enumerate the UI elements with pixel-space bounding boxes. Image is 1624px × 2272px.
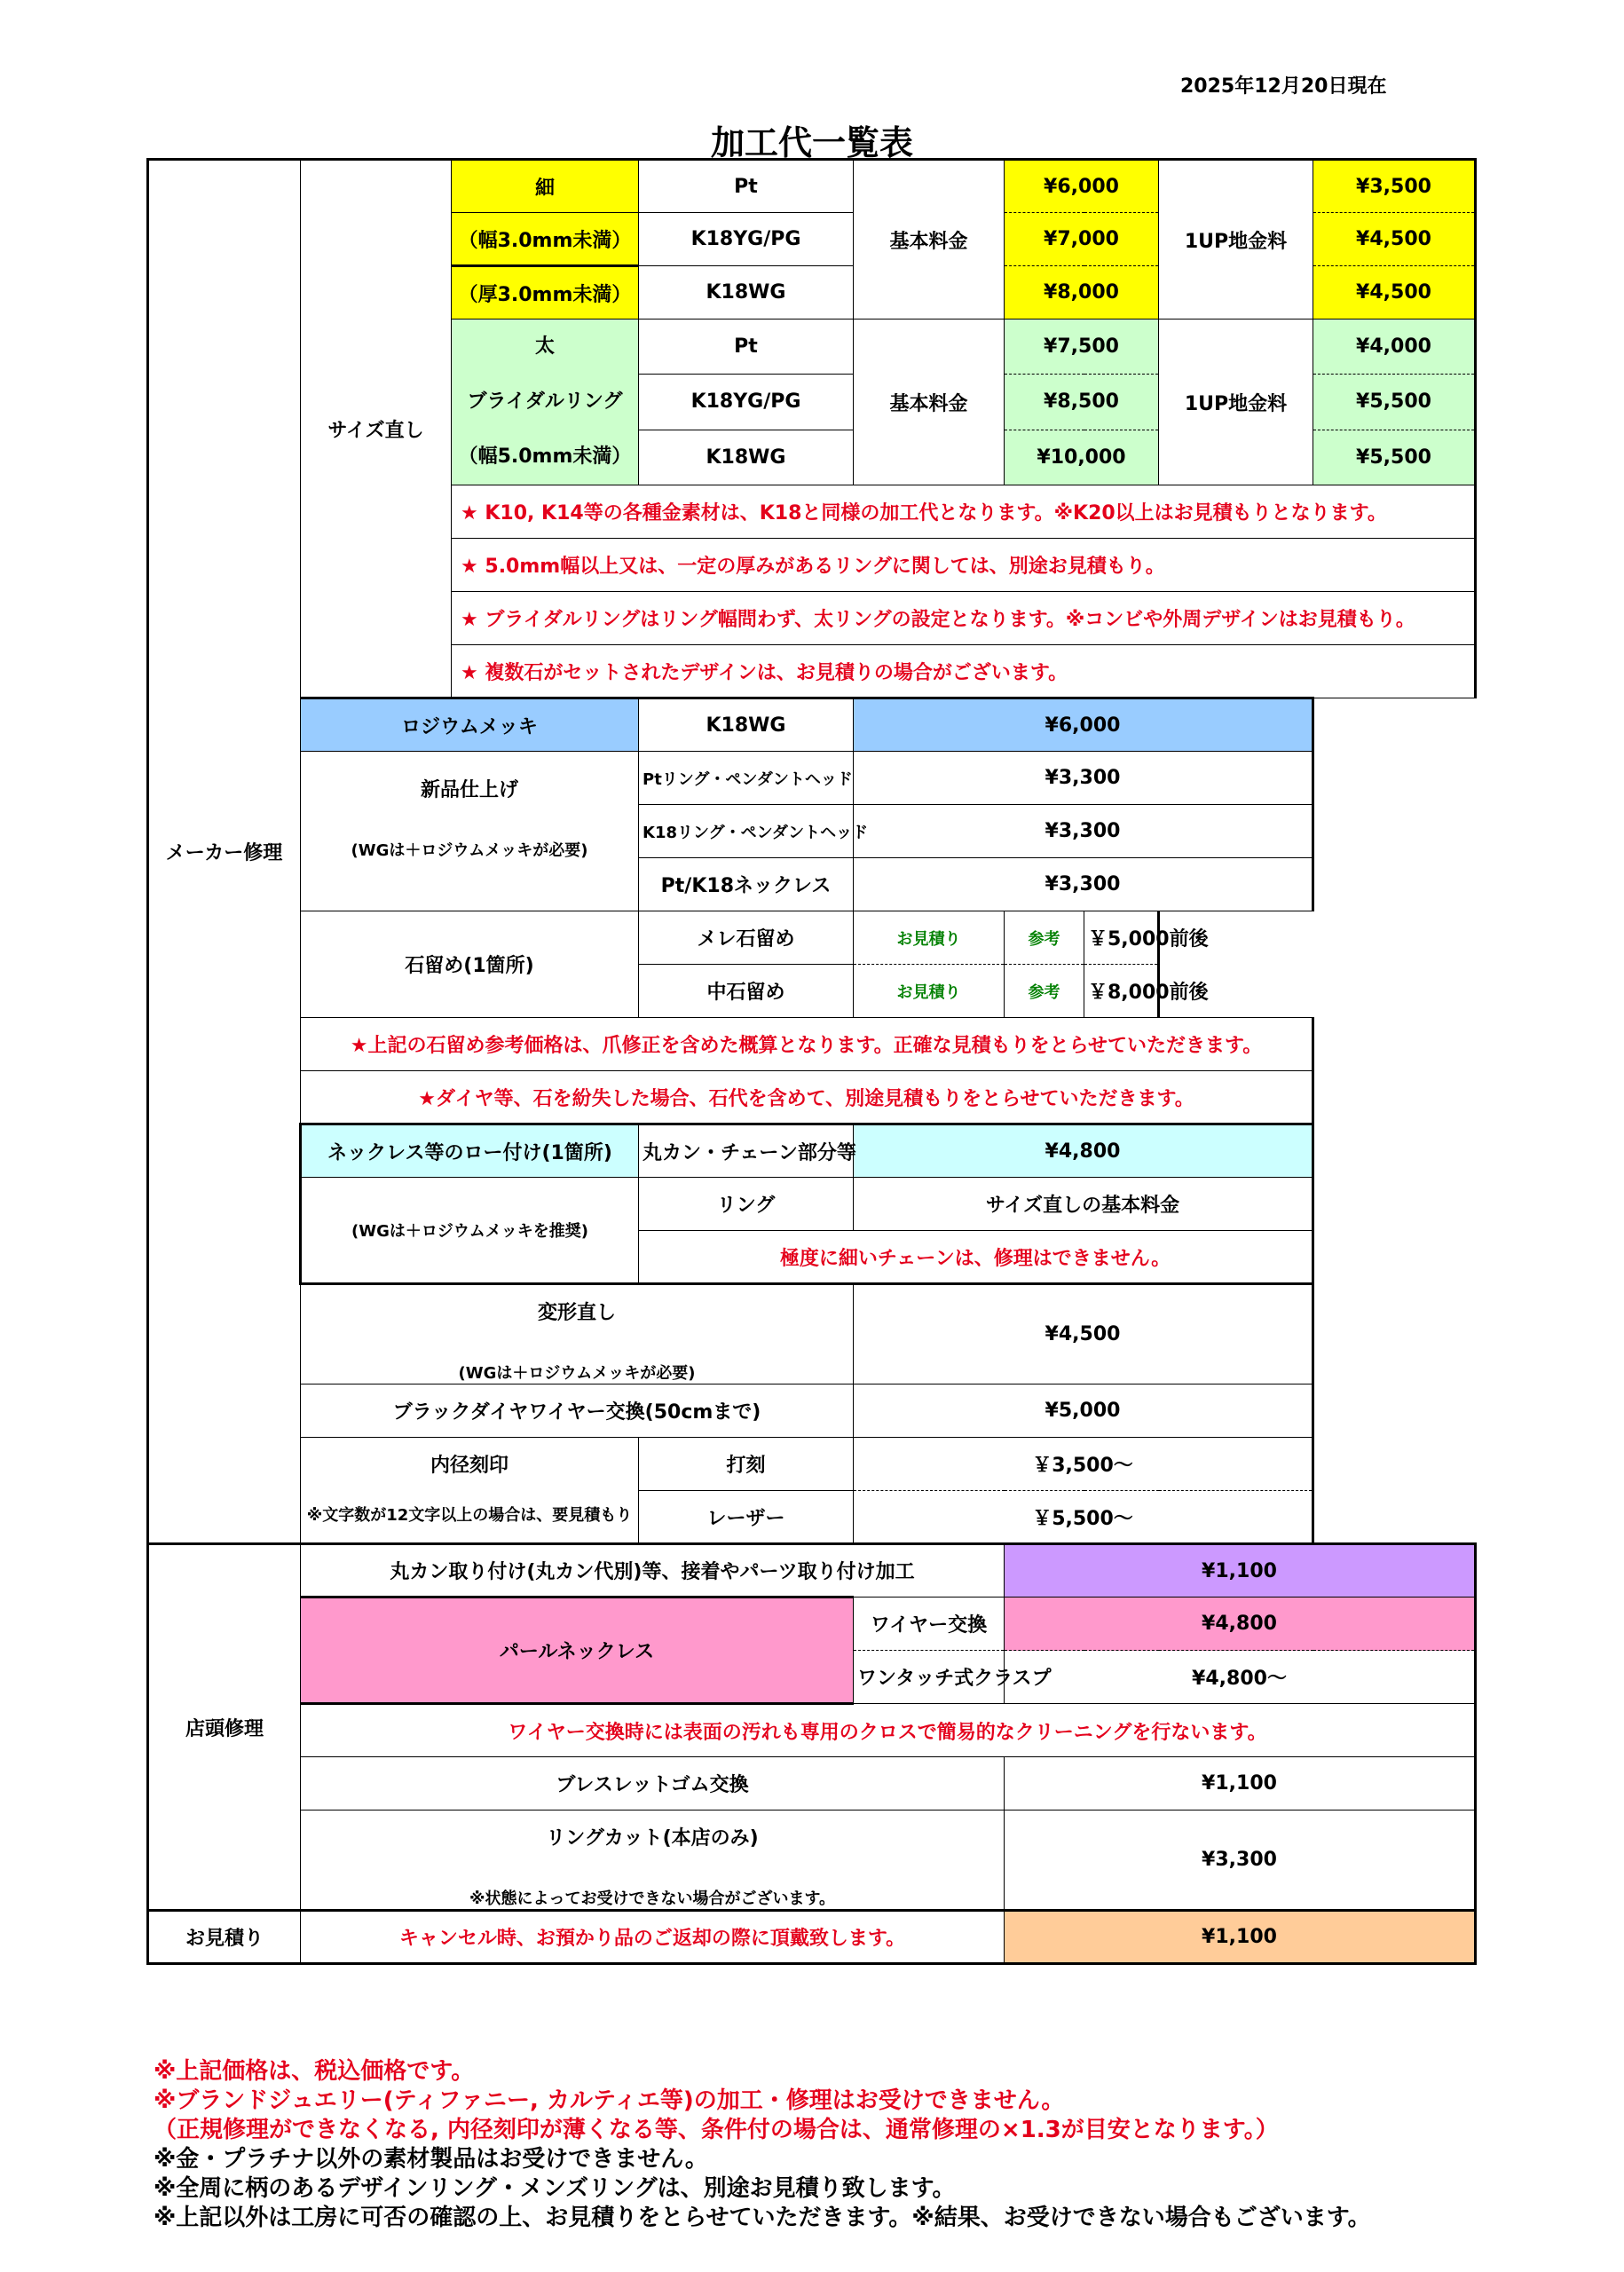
rhodium-metal: K18WG xyxy=(639,698,854,752)
stone-est: お見積り xyxy=(854,965,1005,1018)
bottom-note: ※金・プラチナ以外の素材製品はお受けできません。 xyxy=(154,2146,708,2173)
rhodium-price: ¥6,000 xyxy=(854,698,1313,752)
thick-metal-pt: Pt xyxy=(639,320,854,375)
thick-metal-k18wg: K18WG xyxy=(639,430,854,485)
stone-ref: 参考 xyxy=(1005,965,1084,1018)
finish-title: 新品仕上げ xyxy=(420,779,518,801)
section-estimate: お見積り xyxy=(148,1911,301,1964)
stone-price: ￥5,000前後 xyxy=(1084,911,1159,965)
finish-item: Ptリング・ペンダントヘッド xyxy=(639,752,854,805)
stone-est: お見積り xyxy=(854,911,1005,965)
blackdia-label: ブラックダイヤワイヤー交換(50cmまで) xyxy=(301,1384,854,1438)
as-of-date: 2025年12月20日現在 xyxy=(1180,75,1387,98)
thin-oneup-pt: ¥3,500 xyxy=(1313,160,1476,213)
estimate-note: キャンセル時、お預かり品のご返却の際に頂戴致します。 xyxy=(301,1911,1005,1964)
bottom-note: ※上記価格は、税込価格です。 xyxy=(154,2058,475,2085)
solder-chain-price: ¥4,800 xyxy=(854,1124,1313,1178)
page-title: 加工代一覧表 xyxy=(710,123,913,162)
engrave-title: 内径刻印 xyxy=(430,1455,508,1477)
deform-label xyxy=(301,1284,854,1384)
thick-label-2: ブライダルリング xyxy=(467,390,623,413)
pearl-price: ¥4,800～ xyxy=(1005,1651,1476,1704)
ringcut-title: リングカット(本店のみ) xyxy=(546,1827,759,1850)
thick-base-k18: ¥8,500 xyxy=(1005,375,1159,430)
blackdia-price: ¥5,000 xyxy=(854,1384,1313,1438)
thin-oneup-k18: ¥4,500 xyxy=(1313,213,1476,266)
thick-label-3: （幅5.0mm未満） xyxy=(458,446,632,468)
engrave-price: ￥5,500～ xyxy=(854,1491,1313,1544)
engrave-price: ￥3,500～ xyxy=(854,1438,1313,1491)
stone-label: 石留め(1箇所) xyxy=(301,911,639,1018)
thin-base-label: 基本料金 xyxy=(854,160,1005,320)
stone-item: メレ石留め xyxy=(639,911,854,965)
thick-base-label: 基本料金 xyxy=(854,320,1005,485)
ringcut-sub: ※状態によってお受けできない場合がございます。 xyxy=(469,1889,836,1908)
thick-oneup-label: 1UP地金料 xyxy=(1159,320,1313,485)
thin-oneup-label: 1UP地金料 xyxy=(1159,160,1313,320)
thin-metal-pt: Pt xyxy=(639,160,854,213)
thin-label-1: 細 xyxy=(452,160,639,213)
solder-chain: 丸カン・チェーン部分等 xyxy=(639,1124,854,1178)
stone-item: 中石留め xyxy=(639,965,854,1018)
size-note: ★ 5.0mm幅以上又は、一定の厚みがあるリングに関しては、別途お見積もり。 xyxy=(452,539,1476,592)
size-note: ★ ブライダルリングはリング幅問わず、太リングの設定となります。※コンビや外周デザインはお見積もり。 xyxy=(452,592,1476,645)
thick-oneup-k18wg: ¥5,500 xyxy=(1313,430,1476,485)
thin-metal-k18: K18YG/PG xyxy=(639,213,854,266)
bottom-note: ※ブランドジュエリー(ティファニー, カルティエ等)の加工・修理はお受けできません。 xyxy=(154,2087,1065,2114)
ring-attach-price: ¥1,100 xyxy=(1005,1544,1476,1598)
size-note: ★ K10, K14等の各種金素材は、K18と同様の加工代となります。※K20以上はお見積もりとなります。 xyxy=(452,485,1476,539)
rhodium-label: ロジウムメッキ xyxy=(301,698,639,752)
deform-price: ¥4,500 xyxy=(854,1284,1313,1384)
ring-attach-label: 丸カン取り付け(丸カン代別)等、接着やパーツ取り付け加工 xyxy=(301,1544,1005,1598)
thick-oneup-k18: ¥5,500 xyxy=(1313,375,1476,430)
thick-base-k18wg: ¥10,000 xyxy=(1005,430,1159,485)
thick-base-pt: ¥7,500 xyxy=(1005,320,1159,375)
finish-price: ¥3,300 xyxy=(854,858,1313,911)
bottom-note: ※全周に柄のあるデザインリング・メンズリングは、別途お見積り致します。 xyxy=(154,2175,956,2202)
section-maker: メーカー修理 xyxy=(148,160,301,1544)
ringcut-label xyxy=(301,1810,1005,1911)
size-label: サイズ直し xyxy=(301,160,452,698)
thick-label-1: 太 xyxy=(534,335,555,358)
pearl-item: ワイヤー交換 xyxy=(854,1598,1005,1651)
estimate-price: ¥1,100 xyxy=(1005,1911,1476,1964)
bottom-note: （正規修理ができなくなる, 内径刻印が薄くなる等、条件付の場合は、通常修理の×1.3が目安となります。） xyxy=(154,2117,1279,2143)
finish-sub: (WGは＋ロジウムメッキが必要) xyxy=(351,841,588,860)
price-table xyxy=(146,158,1477,1965)
engrave-item: 打刻 xyxy=(639,1438,854,1491)
thick-metal-k18: K18YG/PG xyxy=(639,375,854,430)
bracelet-price: ¥1,100 xyxy=(1005,1757,1476,1810)
thin-label-2: （幅3.0mm未満） xyxy=(452,213,639,266)
stone-note: ★ダイヤ等、石を紛失した場合、石代を含めて、別途見積もりをとらせていただきます。 xyxy=(301,1071,1313,1124)
section-store: 店頭修理 xyxy=(148,1544,301,1911)
size-note: ★ 複数石がセットされたデザインは、お見積りの場合がございます。 xyxy=(452,645,1476,698)
thick-label xyxy=(452,320,639,485)
thin-metal-k18wg: K18WG xyxy=(639,266,854,320)
pearl-label: パールネックレス xyxy=(301,1598,854,1704)
thin-label-3: （厚3.0mm未満） xyxy=(452,266,639,320)
solder-ring: リング xyxy=(639,1178,854,1231)
solder-ring-price: サイズ直しの基本料金 xyxy=(854,1178,1313,1231)
deform-title: 変形直し xyxy=(537,1302,616,1324)
bottom-note: ※上記以外は工房に可否の確認の上、お見積りをとらせていただきます。※結果、お受けできない場合もございます。 xyxy=(154,2205,1371,2231)
solder-note: 極度に細いチェーンは、修理はできません。 xyxy=(639,1231,1313,1284)
pearl-item: ワンタッチ式クラスプ xyxy=(854,1651,1005,1704)
pearl-price: ¥4,800 xyxy=(1005,1598,1476,1651)
ringcut-price: ¥3,300 xyxy=(1005,1810,1476,1911)
deform-sub: (WGは＋ロジウムメッキが必要) xyxy=(458,1364,696,1383)
bracelet-label: ブレスレットゴム交換 xyxy=(301,1757,1005,1810)
finish-item: K18リング・ペンダントヘッド xyxy=(639,805,854,858)
solder-sub: (WGは＋ロジウムメッキを推奨) xyxy=(301,1178,639,1284)
thin-base-k18wg: ¥8,000 xyxy=(1005,266,1159,320)
stone-note: ★上記の石留め参考価格は、爪修正を含めた概算となります。正確な見積もりをとらせていただきます。 xyxy=(301,1018,1313,1071)
engrave-item: レーザー xyxy=(639,1491,854,1544)
stone-price: ￥8,000前後 xyxy=(1084,965,1159,1018)
finish-item: Pt/K18ネックレス xyxy=(639,858,854,911)
finish-label xyxy=(301,752,639,911)
bottom-notes xyxy=(154,2057,1371,2233)
finish-price: ¥3,300 xyxy=(854,752,1313,805)
thin-oneup-k18wg: ¥4,500 xyxy=(1313,266,1476,320)
solder-label: ネックレス等のロー付け(1箇所) xyxy=(301,1124,639,1178)
thick-oneup-pt: ¥4,000 xyxy=(1313,320,1476,375)
engrave-label xyxy=(301,1438,639,1544)
finish-price: ¥3,300 xyxy=(854,805,1313,858)
stone-ref: 参考 xyxy=(1005,911,1084,965)
pearl-note: ワイヤー交換時には表面の汚れも専用のクロスで簡易的なクリーニングを行ないます。 xyxy=(301,1704,1476,1757)
engrave-sub: ※文字数が12文字以上の場合は、要見積もり xyxy=(306,1506,633,1525)
thin-base-k18: ¥7,000 xyxy=(1005,213,1159,266)
thin-base-pt: ¥6,000 xyxy=(1005,160,1159,213)
